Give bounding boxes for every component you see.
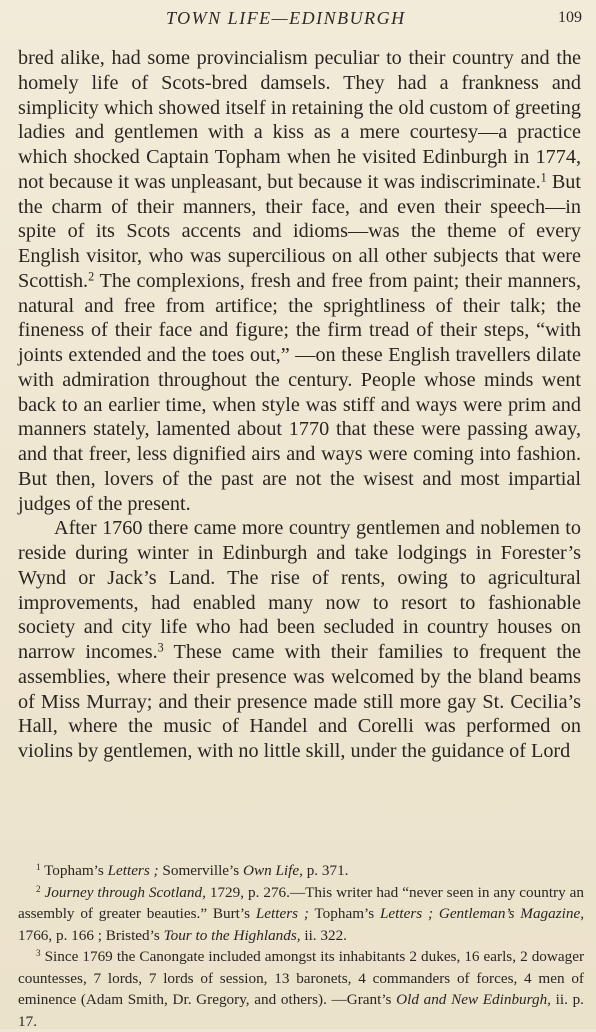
italic-text: Journey through Scotland, [44, 883, 206, 901]
text-run: The complexions, fresh and free from paint; their manners, natural and free from artifice; the sprightliness of their talk; the fineness of their face and figure; the firm tread of their steps, “with joints extended and the toes out,” —on these English travellers dilate with admiration throughout the century. People whose minds went back to an earlier time, when style was stiff and ways were prim and manners stately, lamented about 1770 that these were passing away, and that freer, less dignified airs and ways were coming into fashion. But then, lovers of the past are not the wisest and most impartial judges of the present. [18, 269, 581, 515]
text-run: 1766, p. 166 ; Bristed’s [18, 926, 164, 944]
text-run: Topham’s [40, 862, 108, 879]
italic-text: Letters ; [255, 905, 309, 922]
footnote [18, 946, 584, 1032]
text-run: ii. p. 17. [18, 991, 584, 1030]
footnote-marker: 2 [36, 883, 41, 894]
text-run: 1729, p. 276.—This writer had “never seen in any country an assembly of greater beauties.” Burt’s [18, 883, 585, 922]
body-text [18, 46, 581, 764]
text-run: bred alike, had some provincialism peculiar to their country and the homely life of Scots-bred damsels. They had a frankness and simplicity which showed itself in retaining the old custom of greeting ladies and gentlemen with a kiss as a mere courtesy—a practice which shocked Captain Topham when he visited Edinburgh in 1774, not because it was unpleasant, but because it was indiscriminate. [18, 47, 581, 193]
footnotes [18, 860, 584, 1032]
italic-text: Tour to the Highlands, [163, 926, 301, 944]
footnote-marker: 2 [88, 269, 95, 284]
text-run: ii. 322. [300, 926, 347, 944]
running-head-title: TOWN LIFE—EDINBURGH [166, 8, 406, 28]
footnote-marker: 3 [157, 640, 164, 655]
footnote [18, 860, 584, 882]
text-run: After 1760 there came more country gentlemen and noblemen to reside during winter in Edinburgh and take lodgings in Forester’s Wynd or Jack’s Land. The rise of rents, owing to agricultural improvements, had enabled many now to resort to fashionable society and city life who had been secluded in country houses on narrow incomes. [18, 517, 581, 663]
footnote-marker: 3 [36, 947, 41, 958]
italic-text: Old and New Edinburgh, [396, 991, 551, 1008]
footnote-marker: 1 [36, 861, 41, 872]
italic-text: Letters ; Gentleman’s Magazine, [379, 905, 585, 922]
text-run: p. 371. [302, 862, 349, 879]
text-run: But the charm of their manners, their face, and even their speech—in spite of its Scots accents and idioms—was the theme of every English visitor, who was supercilious on all other subjects that were Scottish. [18, 170, 581, 292]
text-run: Somerville’s [158, 862, 243, 879]
italic-text: Own Life, [242, 862, 303, 879]
text-run: Since 1769 the Canongate included amongst its inhabitants 2 dukes, 16 earls, 2 dowager countesses, 7 lords, 7 lords of session, 13 baronets, 4 commanders of forces, 4 men of eminence (Adam Smith, Dr. Gregory, and others). —Grant’s [18, 948, 584, 1008]
footnote-marker: 1 [540, 170, 547, 185]
paragraph [18, 46, 581, 516]
page-number: 109 [558, 9, 582, 26]
text-run: These came with their families to frequent the assemblies, where their presence was welcomed by the bland beams of Miss Murray; and their presence made still more gay St. Cecilia’s Hall, where the music of Handel and Corelli was performed on violins by gentlemen, with no little skill, under the guidance of Lord [18, 641, 582, 762]
paragraph [18, 516, 581, 764]
running-head [0, 8, 596, 30]
italic-text: Letters ; [107, 862, 159, 879]
footnote [18, 882, 584, 947]
text-run: Topham’s [308, 905, 380, 922]
